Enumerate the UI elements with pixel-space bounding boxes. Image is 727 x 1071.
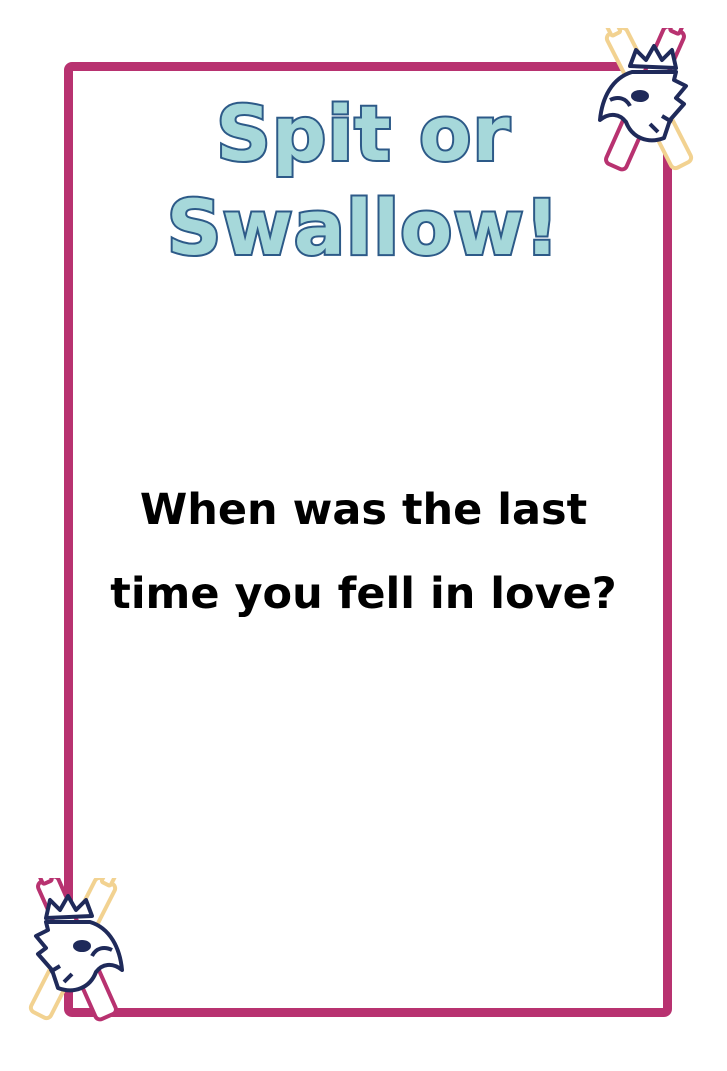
eagle-crossed-bottles-icon — [20, 878, 130, 1038]
card-title-line-2: Swallow! — [166, 183, 561, 272]
eagle-crossed-bottles-icon — [592, 28, 702, 188]
card-title-line-1: Spit or — [216, 89, 511, 178]
card-question: When was the last time you fell in love? — [110, 485, 617, 619]
